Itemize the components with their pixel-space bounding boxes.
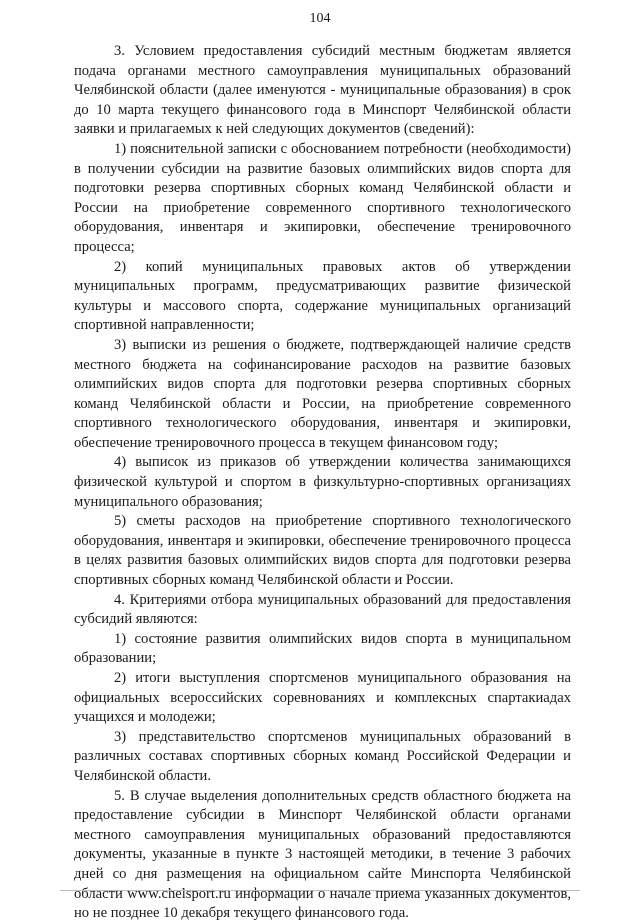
paragraph-5-additional-funds: 5. В случае выделения дополнительных средств областного бюджета на предоставление субсидии в Минспорт Челябинской области органами местного самоуправления муниципальных образований предоставляются документы, указанные в пункте 3 настоящей методики, в течение 3 рабочих дней со дня размещения на официальном сайте Минспорта Челябинской области www.chelsport.ru информации о начале приема указанных документов, но не позднее 10 декабря текущего финансового года.: [74, 787, 571, 922]
paragraph-criterion-2: 2) итоги выступления спортсменов муниципального образования на официальных всероссийских соревнованиях и комплексных спартакиадах учащихся и молодежи;: [74, 670, 571, 726]
paragraph-item-5-cost-estimates: 5) сметы расходов на приобретение спортивного технологического оборудования, инвентаря и экипировки, обеспечение тренировочного процесса в целях развития базовых олимпийских видов спорта для подготовки резерва спортивных сборных команд Челябинской области и России.: [74, 513, 571, 589]
paragraph-item-4-order-extracts: 4) выписок из приказов об утверждении количества занимающихся физической культурой и спортом в физкультурно-спортивных организациях муниципального образования;: [74, 454, 571, 510]
footer-divider: [60, 890, 580, 891]
paragraph-3-conditions: 3. Условием предоставления субсидий местным бюджетам является подача органами местного самоуправления муниципальных образований Челябинской области (далее именуются - муниципальные образования) в срок до 10 марта текущего финансового года в Минспорт Челябинской области заявки и прилагаемых к ней следующих документов (сведений):: [74, 43, 571, 138]
page-number: 104: [309, 11, 331, 26]
paragraph-criterion-1: 1) состояние развития олимпийских видов спорта в муниципальном образовании;: [74, 630, 571, 667]
paragraph-item-2-legal-acts: 2) копий муниципальных правовых актов об утверждении муниципальных программ, предусматривающих развитие физической культуры и массового спорта, содержание муниципальных организаций спортивной направленности;: [74, 258, 571, 334]
document-body: [74, 42, 571, 924]
paragraph-item-1-explanatory-note: 1) пояснительной записки с обоснованием потребности (необходимости) в получении субсидии на развитие базовых олимпийских видов спорта для подготовки резерва спортивных сборных команд Челябинской области и России на приобретение современного спортивного технологического оборудования, инвентаря и экипировки, обеспечение тренировочного процесса;: [74, 140, 571, 255]
paragraph-item-3-budget-extract: 3) выписки из решения о бюджете, подтверждающей наличие средств местного бюджета на софинансирование расходов на развитие базовых олимпийских видов спорта для подготовки резерва спортивных сборных команд Челябинской области и России, на приобретение современного спортивного технологического оборудования, инвентаря и экипировки, обеспечение тренировочного процесса в текущем финансовом году;: [74, 336, 571, 451]
paragraph-4-selection-criteria: 4. Критериями отбора муниципальных образований для предоставления субсидий являются:: [74, 591, 571, 628]
paragraph-criterion-3: 3) представительство спортсменов муниципальных образований в различных составах спортивных сборных команд Российской Федерации и Челябинской области.: [74, 728, 571, 784]
